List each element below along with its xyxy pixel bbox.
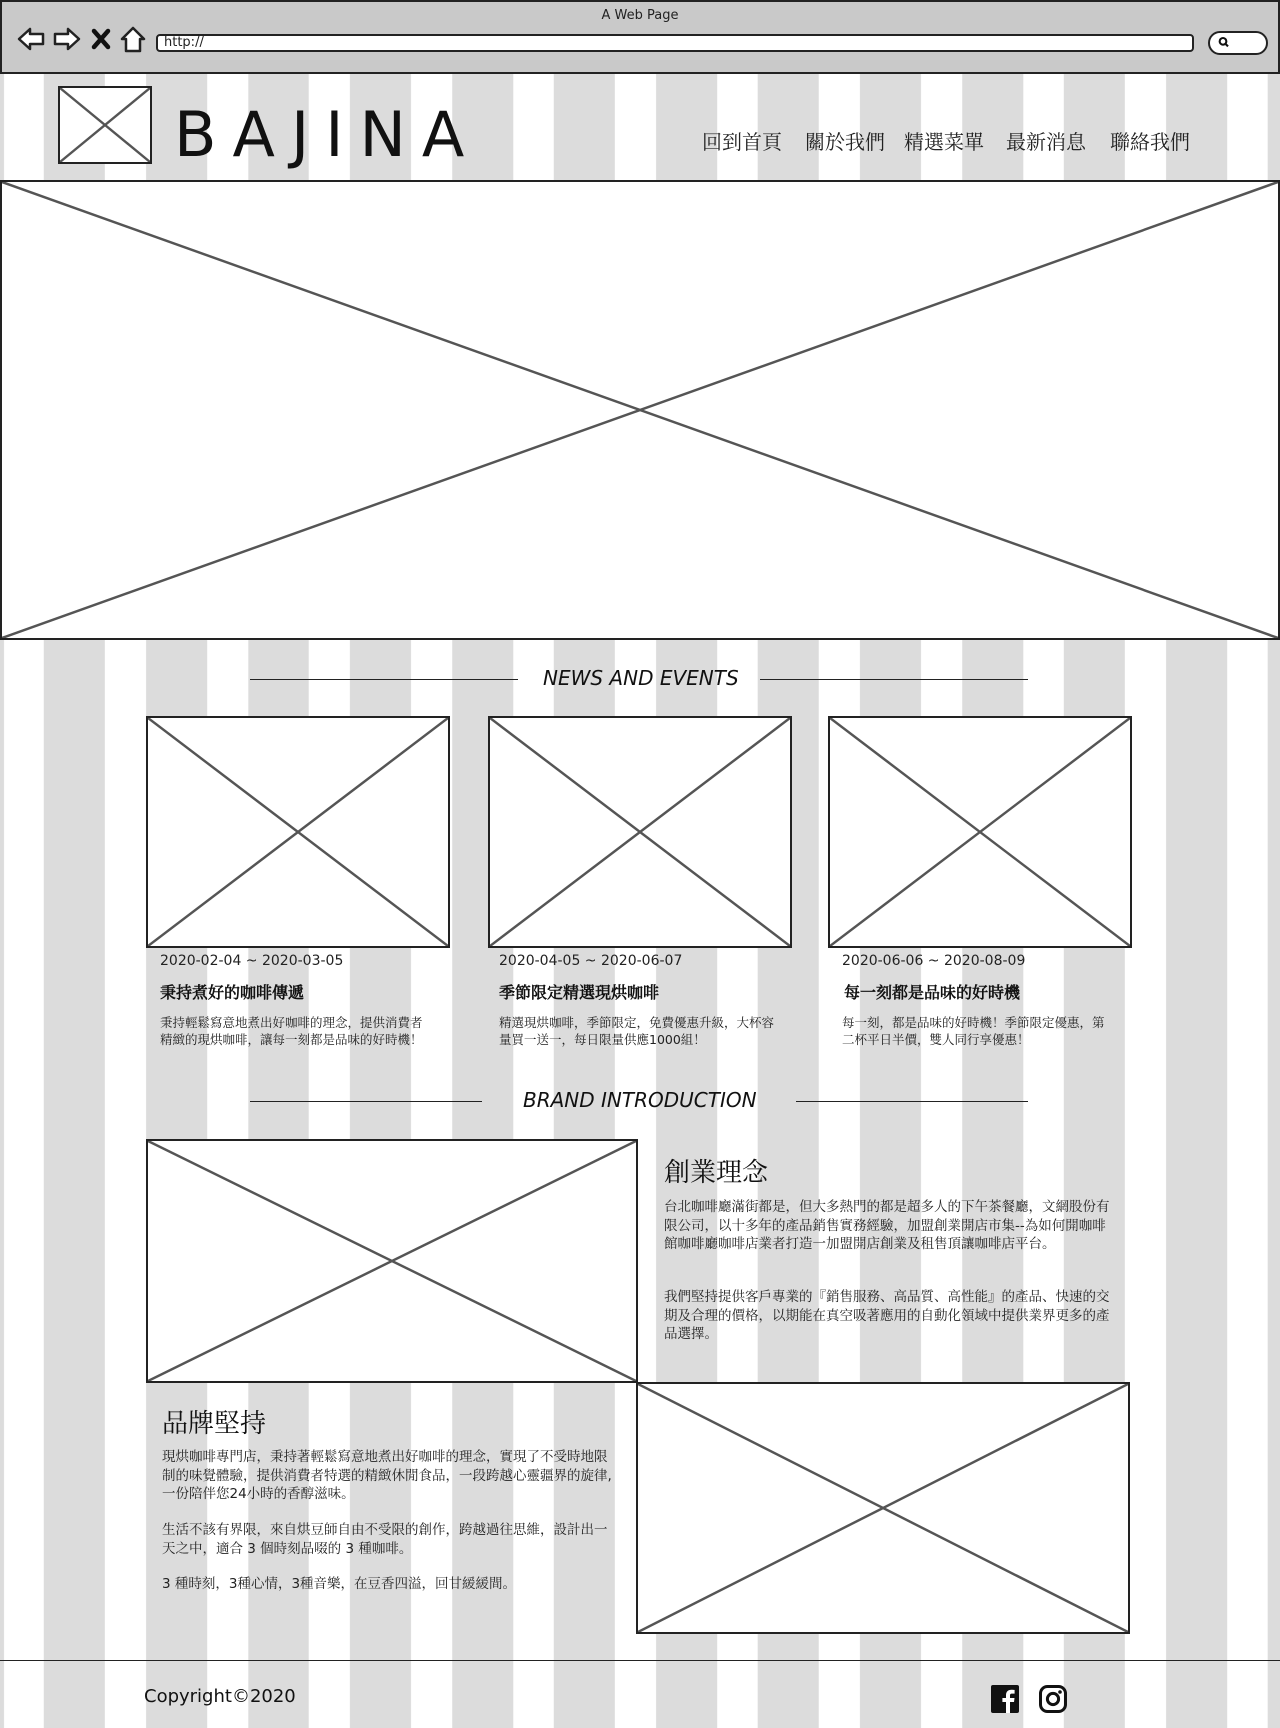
news-card-image[interactable] (146, 716, 450, 948)
philosophy-title: 創業理念 (664, 1158, 769, 1188)
browser-search-button[interactable] (1208, 31, 1268, 55)
news-card-date: 2020-04-05 ~ 2020-06-07 (499, 953, 683, 969)
news-card-desc: 秉持輕鬆寫意地煮出好咖啡的理念，提供消費者精緻的現烘咖啡，讓每一刻都是品味的好時機！ (160, 1015, 423, 1047)
news-rule-right (760, 679, 1028, 680)
window-title: A Web Page (601, 8, 679, 23)
brand-rule-right (796, 1101, 1028, 1102)
browser-chrome (0, 0, 1280, 74)
hero-image (0, 180, 1280, 640)
news-card-desc: 精選現烘咖啡，季節限定，免費優惠升級，大杯容量買一送一，每日限量供應1000組！ (499, 1015, 775, 1047)
news-card-title[interactable]: 每一刻都是品味的好時機 (844, 983, 1021, 1002)
news-section-title: NEWS AND EVENTS (543, 666, 739, 690)
news-card-title[interactable]: 秉持煮好的咖啡傳遞 (160, 983, 305, 1002)
news-card-image[interactable] (488, 716, 792, 948)
news-card-image[interactable] (828, 716, 1132, 948)
persistence-paragraph: 現烘咖啡專門店，秉持著輕鬆寫意地煮出好咖啡的理念，實現了不受時地限制的味覺體驗，提供消費者特選的精緻休閒食品，一段跨越心靈疆界的旋律,一份陪伴您24小時的香醇滋味。 (162, 1449, 612, 1502)
facebook-icon[interactable] (990, 1684, 1020, 1714)
instagram-icon[interactable] (1038, 1684, 1068, 1714)
url-input[interactable]: http:// (156, 34, 1194, 52)
philosophy-paragraph: 台北咖啡廳滿街都是，但大多熱門的都是超多人的下午茶餐廳，文網股份有限公司，以十多年的產品銷售實務經驗，加盟創業開店市集--為如何開咖啡館咖啡廳咖啡店業者打造一加盟開店創業及租售頂讓咖啡店平台。 (664, 1199, 1110, 1252)
persistence-image (636, 1382, 1130, 1634)
back-arrow-icon[interactable] (16, 24, 46, 54)
nav-contact[interactable]: 聯絡我們 (1110, 130, 1190, 154)
forward-arrow-icon[interactable] (52, 24, 82, 54)
logo-placeholder[interactable] (58, 86, 152, 164)
nav-menu[interactable]: 精選菜單 (904, 130, 984, 154)
persistence-paragraph: 生活不該有界限，來自烘豆師自由不受限的創作，跨越過往思維，設計出一天之中，適合 3 個時刻品啜的 3 種咖啡。 (162, 1522, 608, 1557)
news-card-date: 2020-06-06 ~ 2020-08-09 (842, 953, 1026, 969)
philosophy-image (146, 1139, 638, 1383)
persistence-title: 品牌堅持 (162, 1409, 267, 1439)
brand-section-title: BRAND INTRODUCTION (523, 1088, 757, 1112)
news-rule-left (250, 679, 518, 680)
news-card-date: 2020-02-04 ~ 2020-03-05 (160, 953, 344, 969)
brand-rule-left (250, 1101, 482, 1102)
nav-about[interactable]: 關於我們 (805, 130, 885, 154)
news-card-title[interactable]: 季節限定精選現烘咖啡 (499, 983, 660, 1002)
persistence-paragraph: 3 種時刻，3種心情，3種音樂，在豆香四溢，回甘緩緩間。 (162, 1576, 517, 1592)
nav-news[interactable]: 最新消息 (1006, 130, 1086, 154)
copyright: Copyright©2020 (144, 1686, 296, 1707)
brand-name: BAJINA (174, 98, 481, 171)
news-card-desc: 每一刻，都是品味的好時機！季節限定優惠，第二杯平日半價，雙人同行享優惠！ (842, 1015, 1105, 1047)
footer-divider (0, 1660, 1280, 1661)
close-icon[interactable] (90, 24, 112, 54)
nav-home[interactable]: 回到首頁 (702, 130, 782, 154)
philosophy-paragraph: 我們堅持提供客戶專業的『銷售服務、高品質、高性能』的產品、快速的交期及合理的價格，以期能在真空吸著應用的自動化領域中提供業界更多的產品選擇。 (664, 1289, 1110, 1342)
home-icon[interactable] (118, 24, 148, 54)
